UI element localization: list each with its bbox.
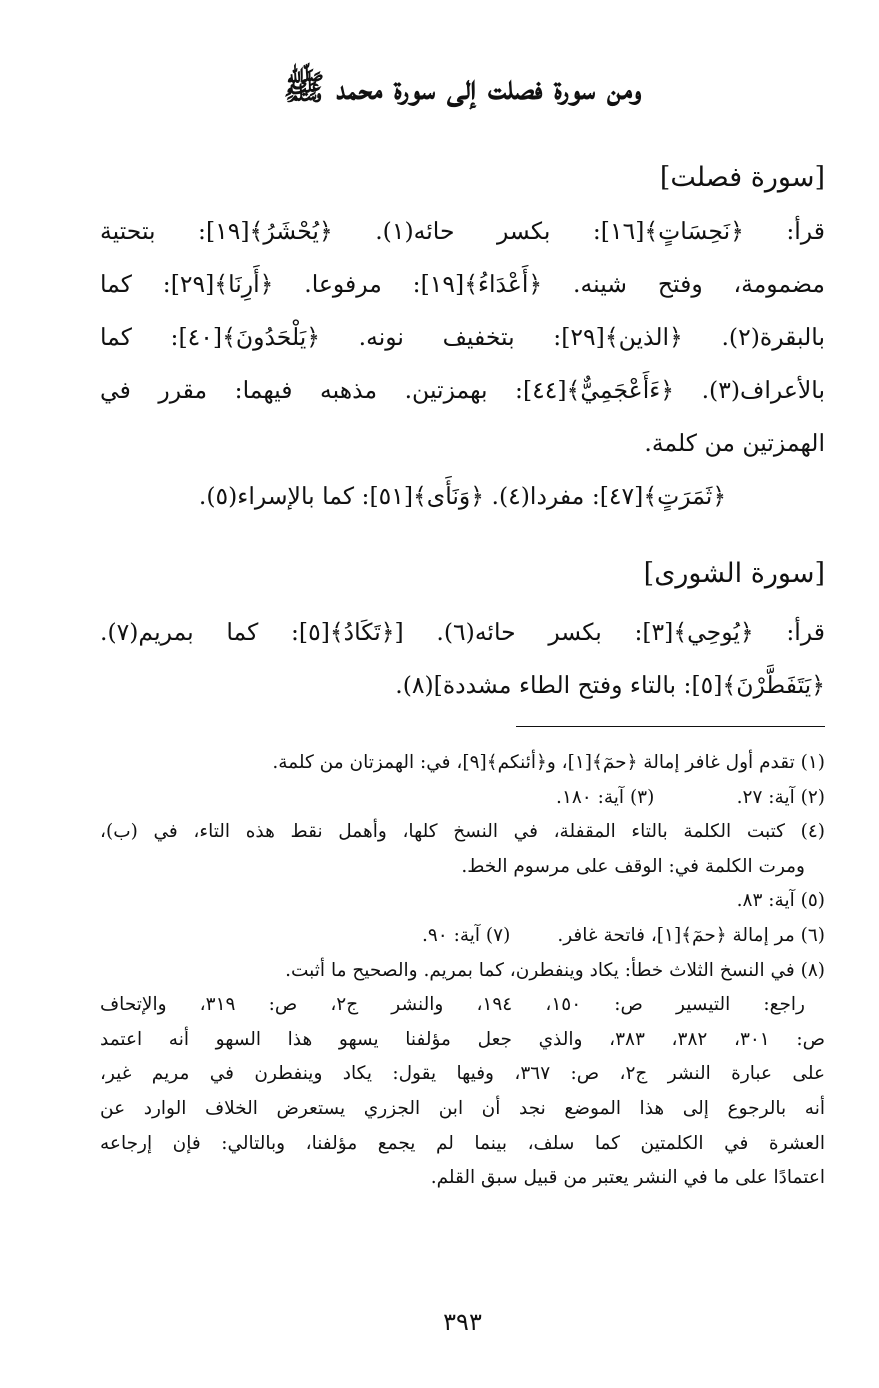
- footnote-line: (٤) كتبت الكلمة بالتاء المقفلة، في النسخ كلها، وأهمل نقط هذه التاء، في (ب)،: [100, 821, 825, 843]
- footnote-line: (٨) في النسخ الثلاث خطأ: يكاد وينفطرن، كما بمريم. والصحيح ما أثبت.: [285, 959, 825, 981]
- text-line: بالأعراف(٣). ﴿ءَأَعْجَمِيٌّ﴾[٤٤]: بهمزتين. مذهبه فيهما: مقرر في: [100, 376, 825, 404]
- footnotes: [100, 746, 825, 1196]
- section-body-shura: [100, 606, 825, 712]
- footnote-line: (١) تقدم أول غافر إمالة ﴿حمٓ﴾[١]، و﴿أئنكم﴾[٩]، في: الهمزتان من كلمة.: [272, 752, 825, 773]
- page-title: ومن سورة فصلت إلى سورة محمد ﷺ: [283, 68, 642, 108]
- section-heading-fussilat: [سورة فصلت]: [659, 162, 825, 193]
- text-line: ﴿يَتَفَطَّرْنَ﴾[٥]: بالتاء وفتح الطاء مشددة](٨).: [395, 671, 825, 699]
- text-line: ﴿ثَمَرَتٍ﴾[٤٧]: مفردا(٤). ﴿وَنَأَى﴾[٥١]: كما بالإسراء(٥).: [198, 482, 727, 510]
- footnote-line: (٦) مر إمالة ﴿حمٓ﴾[١]، فاتحة غافر. (٧) آية: ٩٠.: [421, 924, 825, 946]
- footnote-line: ص: ٣٠١، ٣٨٢، ٣٨٣، والذي جعل مؤلفنا يسهو هذا السهو أنه اعتمد: [100, 1028, 825, 1050]
- footnote-line: راجع: التيسير ص: ١٥٠، ١٩٤، والنشر ج٢، ص: ٣١٩، والإتحاف: [100, 994, 805, 1016]
- document-page: [100, 0, 825, 1388]
- section-heading-shura: [سورة الشورى]: [643, 558, 825, 589]
- text-line: بالبقرة(٢). ﴿الذين﴾[٢٩]: بتخفيف نونه. ﴿يَلْحَدُونَ﴾[٤٠]: كما: [100, 323, 825, 351]
- section-body-fussilat: [100, 205, 825, 523]
- footnote-line: (٢) آية: ٢٧. (٣) آية: ١٨٠.: [556, 786, 825, 808]
- footnote-line: على عبارة النشر ج٢، ص: ٣٦٧، وفيها يقول: يكاد وينفطرن في مريم غير،: [100, 1063, 825, 1085]
- text-line: قرأ: ﴿يُوحِي﴾[٣]: بكسر حائه(٦). [﴿تَكَادُ﴾[٥]: كما بمريم(٧).: [100, 618, 825, 646]
- page-number: ٣٩٣: [443, 1308, 482, 1336]
- footnote-line: أنه بالرجوع إلى هذا الموضع نجد أن ابن الجزري يستعرض الخلاف الوارد عن: [100, 1097, 825, 1119]
- footnote-separator: [516, 726, 825, 727]
- text-line: قرأ: ﴿نَحِسَاتٍ﴾[١٦]: بكسر حائه(١). ﴿يُحْشَرُ﴾[١٩]: بتحتية: [100, 217, 825, 245]
- text-line: مضمومة، وفتح شينه. ﴿أَعْدَاءُ﴾[١٩]: مرفوعا. ﴿أَرِنَا﴾[٢٩]: كما: [100, 270, 825, 298]
- footnote-line: (٥) آية: ٨٣.: [736, 890, 825, 912]
- footnote-line: ومرت الكلمة في: الوقف على مرسوم الخط.: [461, 855, 805, 877]
- text-line: الهمزتين من كلمة.: [644, 429, 825, 457]
- footnote-line: العشرة في الكلمتين كما سلف، بينما لم يجمع مؤلفنا، وبالتالي: فإن إرجاعه: [100, 1132, 825, 1154]
- footnote-line: اعتمادًا على ما في النشر يعتبر من قبيل سبق القلم.: [430, 1167, 825, 1189]
